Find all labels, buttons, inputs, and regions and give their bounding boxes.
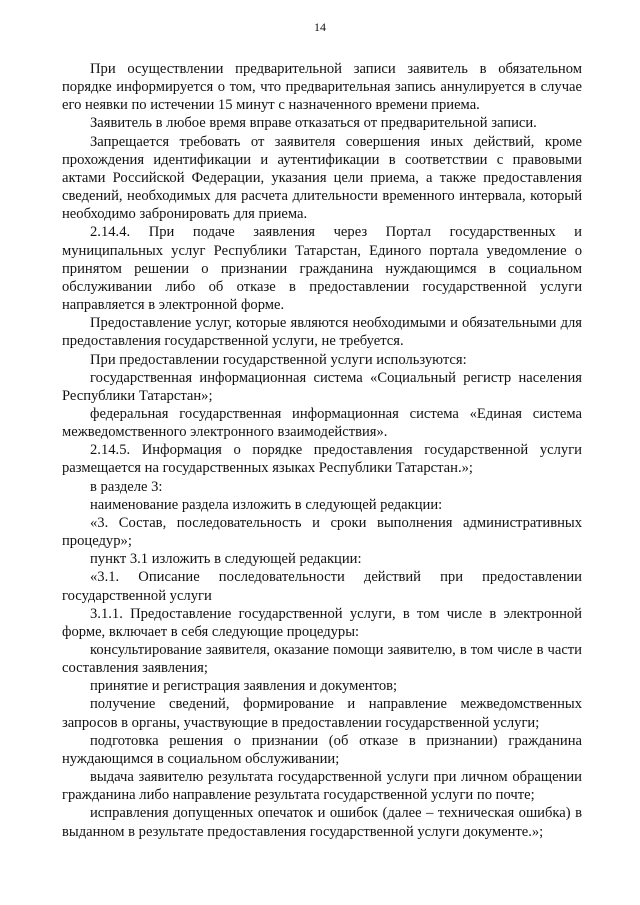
paragraph-section-title-edit: наименование раздела изложить в следующей редакции:: [90, 496, 443, 513]
paragraph-acceptance: принятие и регистрация заявления и документов;: [90, 678, 398, 695]
paragraph-section-3-title: «3. Состав, последовательность и сроки выполнения административных процедур»;: [62, 514, 582, 550]
paragraph-issuance: выдача заявителю результата государственной услуги при личном обращении гражданина либо направление результата государственной услуги по почте;: [62, 769, 582, 804]
paragraph-section-3: в разделе 3:: [90, 478, 163, 495]
document-body: [62, 60, 582, 841]
paragraph-social-register: государственная информационная система «Социальный регистр населения Республики Татарстан»;: [62, 369, 582, 404]
paragraph-decision: подготовка решения о признании (об отказе в признании) гражданина нуждающимся в социальном обслуживании;: [62, 732, 582, 767]
paragraph-prohibition: Запрещается требовать от заявителя совершения иных действий, кроме прохождения идентификации и аутентификации в соответствии с правовыми актами Российской Федерации, указания цели приема, а также предоставления сведений, необходимых для расчета длительности временного интервала, который необходимо забронировать для приема.: [62, 133, 582, 223]
paragraph-smev: федеральная государственная информационная система «Единая система межведомственного электронного взаимодействия».: [62, 405, 582, 441]
paragraph-interagency-requests: получение сведений, формирование и направление межведомственных запросов в органы, участвующие в предоставлении государственной услуги;: [62, 696, 582, 731]
paragraph-refuse-record: Заявитель в любое время вправе отказаться от предварительной записи.: [90, 115, 537, 132]
paragraph-3-1: «3.1. Описание последовательности действий при предоставлении государственной услуги: [62, 569, 582, 604]
paragraph-corrections: исправления допущенных опечаток и ошибок (далее – техническая ошибка) в выданном в результате предоставления государственной услуги документе.»;: [62, 805, 582, 840]
paragraph-preliminary-record: При осуществлении предварительной записи заявитель в обязательном порядке информируется о том, что предварительная запись аннулируется в случае его неявки по истечении 15 минут с назначенного времени приема.: [62, 61, 582, 114]
paragraph-2-14-5: 2.14.5. Информация о порядке предоставления государственной услуги размещается на государственных языках Республики Татарстан.»;: [62, 442, 582, 477]
paragraph-2-14-4: 2.14.4. При подаче заявления через Портал государственных и муниципальных услуг Республики Татарстан, Единого портала уведомление о принятом решении о признании гражданина нуждающимся в социальном обслуживании либо об отказе в предоставлении государственной услуги направляется в электронной форме.: [62, 224, 582, 314]
paragraph-3-1-1: 3.1.1. Предоставление государственной услуги, в том числе в электронной форме, включает в себя следующие процедуры:: [62, 605, 582, 640]
paragraph-services-not-required: Предоставление услуг, которые являются необходимыми и обязательными для предоставления государственной услуги, не требуется.: [62, 315, 582, 350]
paragraph-systems-used: При предоставлении государственной услуги используются:: [90, 351, 467, 368]
paragraph-consulting: консультирование заявителя, оказание помощи заявителю, в том числе в части составления заявления;: [62, 642, 582, 677]
page-number: 14: [314, 20, 326, 34]
paragraph-item-3-1-edit: пункт 3.1 изложить в следующей редакции:: [90, 551, 362, 568]
